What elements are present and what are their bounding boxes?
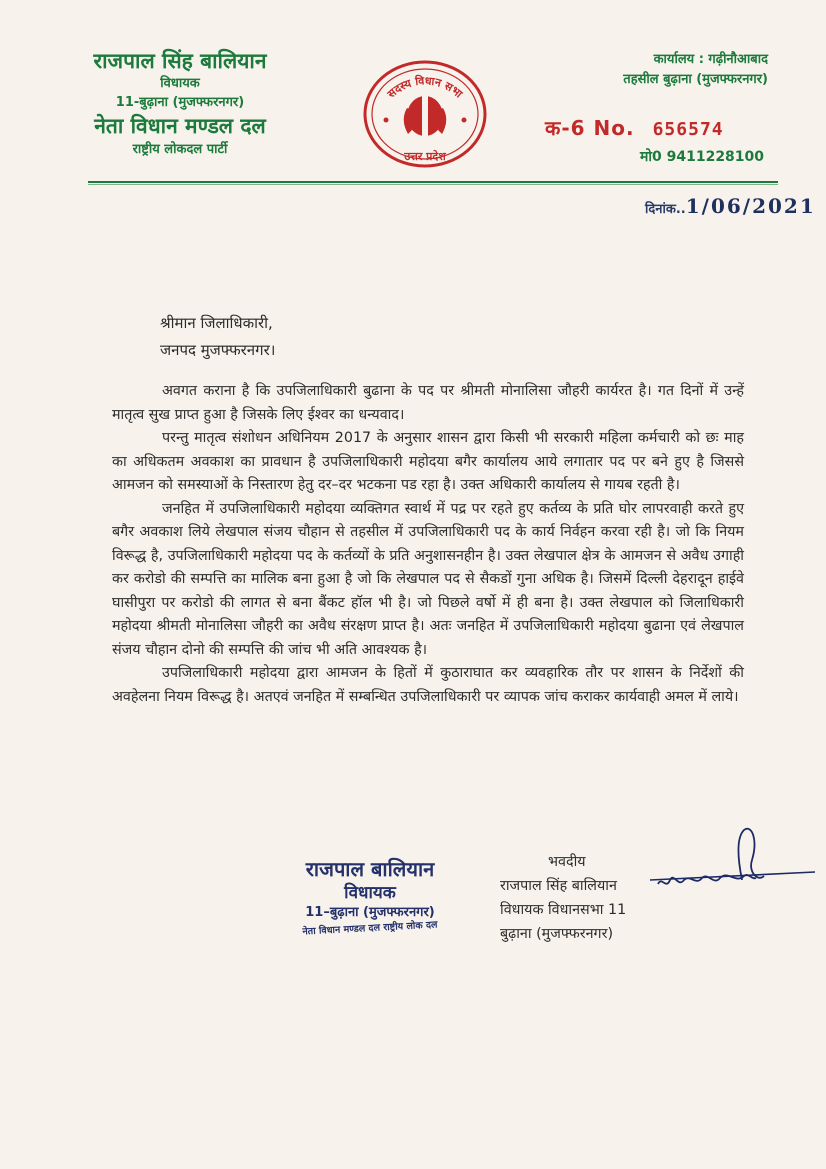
stamp-title: विधायक — [344, 883, 396, 903]
reference-number — [545, 114, 724, 141]
official-stamp — [270, 856, 470, 936]
body-paragraph: उपजिलाधिकारी महोदया द्वारा आमजन के हितों में कुठाराघात कर व्यवहारिक तौर पर शासन के निर्देशों की अवहेलना नियम विरूद्ध है। अतएवं जनहित में सम्बन्धित उपजिलाधिकारी पर व्यापक जांच कराकर कार्यवाही अमल में लाये। — [112, 665, 744, 705]
letter-body — [112, 380, 744, 709]
mobile-number: मो0 9411228100 — [640, 149, 765, 165]
reference-label: क-6 No. — [545, 116, 635, 140]
letter-date: दिनांक..1/06/2021 — [645, 194, 816, 218]
assembly-seal-icon — [360, 58, 490, 170]
reference-value: 656574 — [652, 119, 724, 140]
addressee-line1: श्रीमान जिलाधिकारी, — [160, 314, 273, 332]
closing-salutation: भवदीय — [548, 854, 586, 870]
leader-title: नेता विधान मण्डल दल — [94, 114, 266, 138]
addressee-line2: जनपद मुजफ्फरनगर। — [160, 341, 276, 359]
addressee-block — [160, 310, 275, 364]
office-address-line1: कार्यालय : गढ़ीनौआबाद — [653, 52, 768, 67]
party-name: राष्ट्रीय लोकदल पार्टी — [132, 142, 228, 157]
mla-name: राजपाल सिंह बालियान — [93, 49, 267, 73]
seal-text-top: सदस्य विधान सभा — [384, 74, 466, 101]
date-label: दिनांक — [645, 202, 676, 217]
letterhead-right — [623, 50, 768, 90]
mla-constituency: 11-बुढ़ाना (मुजफ्फरनगर) — [115, 95, 245, 110]
seal-text-bottom: उत्तर प्रदेश — [404, 150, 446, 163]
stamp-leader: नेता विधान मण्डल दल राष्ट्रीय लोक दल — [302, 919, 438, 938]
office-address-line2: तहसील बुढ़ाना (मुजफ्फरनगर) — [623, 72, 768, 87]
signature-block — [500, 850, 626, 946]
body-paragraph: अवगत कराना है कि उपजिलाधिकारी बुढाना के पद पर श्रीमती मोनालिसा जौहरी कार्यरत है। गत दिनों में उन्हें मातृत्व सुख प्राप्त हुआ है जिसके लिए ईश्वर का धन्यवाद। — [112, 383, 744, 423]
body-paragraph: जनहित में उपजिलाधिकारी महोदया व्यक्तिगत स्वार्थ में पद्र पर रहते हुए कर्तव्य के प्रति घोर लापरवाही करते हुए बगैर अवकाश लिये लेखपाल संजय चौहान से तहसील में उपजिलाधिकारी पद के कार्य निर्वहन करवा रही है। जो कि नियम विरूद्ध है, उपजिलाधिकारी महोदया पद के कर्तव्यों के प्रति अनुशासनहीन है। उक्त लेखपाल क्षेत्र के आमजन से अवैध उगाही कर करोडो की सम्पत्ति का मालिक बना हुआ है जो कि लेखपाल पद से सैकडों गुना अधिक है। जिसमें दिल्ली देहरादून हाईवे घासीपुरा पर करोडो की लागत से बना बैंकट हॉल भी है। जो पिछले वर्षो में ही बना है। उक्त लेखपाल को जिलाधिकारी महोदया श्रीमती मोनालिसा जौहरी का अवैध संरक्षण प्राप्त है। अतः जनहित में उपजिलाधिकारी महोदया बुढाना एवं लेखपाल संजय चौहान दोनो की सम्पत्ति की जांच भी अति आवश्यक है। — [112, 500, 744, 658]
signatory-place: बुढ़ाना (मुजफ्फरनगर) — [500, 926, 614, 942]
signatory-name: राजपाल सिंह बालियान — [500, 878, 617, 894]
header-divider-thin — [88, 184, 778, 185]
signatory-designation: विधायक विधानसभा 11 — [500, 902, 627, 918]
header-divider — [88, 181, 778, 183]
stamp-constituency: 11–बुढ़ाना (मुजफ्फरनगर) — [305, 905, 435, 920]
date-value: 1/06/2021 — [685, 194, 816, 218]
letterhead-left — [80, 48, 280, 160]
body-paragraph: परन्तु मातृत्व संशोधन अधिनियम 2017 के अनुसार शासन द्वारा किसी भी सरकारी महिला कर्मचारी को छः माह का अधिकतम अवकाश का प्रावधान है उपजिलाधिकारी महोदया बगैर कार्यालय आये लगातार पद पर बने हुए है जिससे आमजन को समस्याओं के निस्तारण हेतु दर–दर भटकना पड रहा है। उक्त अधिकारी कार्यालय से गायब रहती है। — [112, 430, 744, 493]
mla-designation: विधायक — [160, 76, 200, 91]
handwritten-signature — [640, 820, 820, 910]
stamp-name: राजपाल बालियान — [305, 857, 435, 881]
